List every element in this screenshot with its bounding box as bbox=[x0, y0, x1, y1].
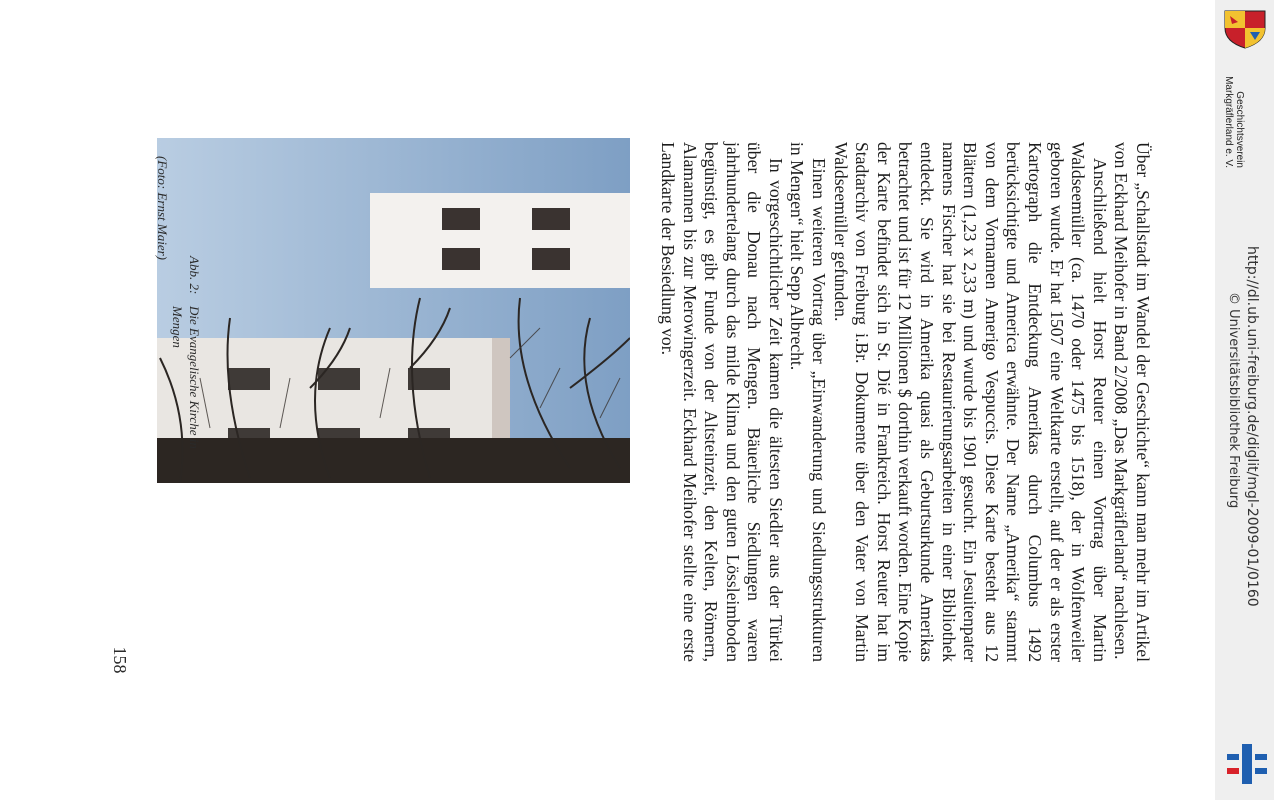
paragraph: Einen weiteren Vortrag über „Einwanderung und Siedlungsstrukturen in Mengen“ hielt Sepp Albrecht. bbox=[787, 142, 830, 662]
figure-caption bbox=[169, 256, 203, 586]
article-body bbox=[656, 142, 1153, 662]
paragraph: Anschließend hielt Horst Reuter einen Vortrag über Martin Waldseemüller (ca. 1470 oder 1475 bis 1518), der in Wolfenweiler geboren wurde. Er hat 1507 eine Weltkarte erstellt, auf der er als erster Kartograph die Entdeckung Amerikas durch Columbus 1492 berücksichtigte und America erwähnte. Der Name „Amerika“ stammt von dem Vornamen Amerigo Vespuccis. Diese Karte besteht aus 12 Blättern (1,23 x 2,33 m) und wurde bis 1901 gesucht. Ein Jesuitenpater namens Fischer hat sie bei Restaurierungsarbeiten in einer Bibliothek entdeckt. Sie wird in Amerika quasi als Geburtsurkunde Amerikas betrachtet und ist für 12 Millionen $ dorthin verkauft worden. Eine Kopie der Karte befindet sich in St. Dié in Frankreich. Horst Reuter hat im Stadtarchiv von Freiburg i.Br. Dokumente über den Vater von Martin Waldseemüller gefunden. bbox=[830, 142, 1110, 662]
paragraph: Über „Schallstadt im Wandel der Geschichte“ kann man mehr im Artikel von Eckhard Meihofer in Band 2/2008 „Das Markgräflerland“ nachlesen. bbox=[1111, 142, 1153, 662]
viewer-sidebar bbox=[1215, 0, 1274, 800]
society-name bbox=[1223, 58, 1245, 168]
society-name-line: Geschichtsverein bbox=[1234, 91, 1245, 168]
sidebar-rotated bbox=[1215, 0, 1274, 800]
caption-line: Die Evangelische Kirche in bbox=[187, 306, 202, 449]
permalink-url[interactable]: http://dl.ub.uni-freiburg.de/diglit/mgl-2009-01/0160 bbox=[1244, 246, 1260, 607]
university-library-logo-icon[interactable] bbox=[1225, 742, 1269, 786]
photo-credit: (Foto: Ernst Maier) bbox=[155, 156, 170, 260]
paragraph: In vorgeschichtlicher Zeit kamen die ältesten Siedler aus der Türkei über die Donau nach Mengen. Bäuerliche Siedlungen waren jahrhundertelang durch das milde Klima und den guten Lössleimboden begünstigt, es gibt Funde von der Altsteinzeit, den Kelten, Römern, Alamannen bis zur Merowingerzeit. Eckhard Meihofer stellte eine erste Landkarte der Besiedlung vor. bbox=[657, 142, 786, 662]
coat-of-arms-icon bbox=[1222, 8, 1268, 50]
copyright-notice: © Universitätsbibliothek Freiburg bbox=[1226, 292, 1241, 509]
society-name-line: Markgräflerland e. V. bbox=[1223, 76, 1234, 168]
page-number: 158 bbox=[110, 646, 130, 674]
caption-line: Mengen bbox=[170, 306, 185, 348]
church-photo bbox=[157, 138, 630, 483]
figure-label: Abb. 2: bbox=[187, 256, 202, 295]
